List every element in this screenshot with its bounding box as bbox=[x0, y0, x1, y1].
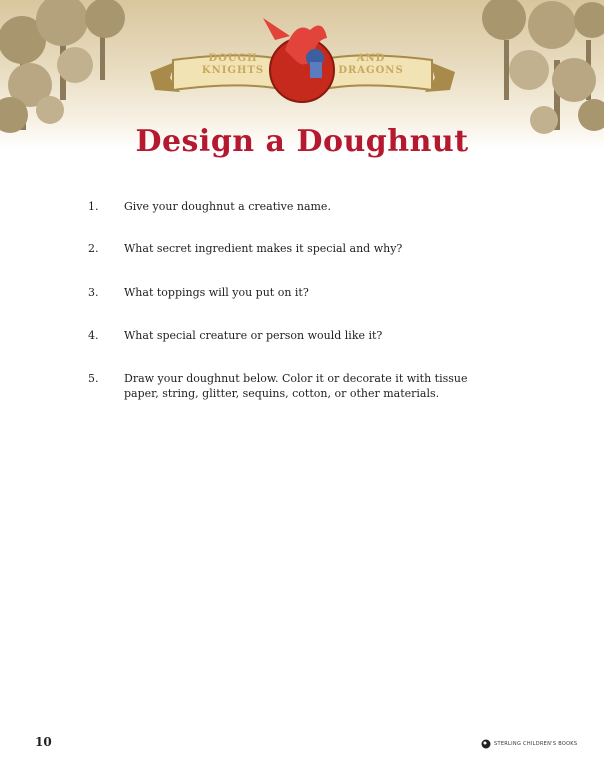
publisher-name: STERLING CHILDREN'S BOOKS bbox=[494, 741, 578, 747]
sterling-logo-icon bbox=[481, 739, 491, 749]
question-number: 2. bbox=[88, 242, 99, 255]
question-text: What secret ingredient makes it special and why? bbox=[124, 242, 403, 255]
question-text: What special creature or person would like it? bbox=[124, 329, 383, 342]
question-text: What toppings will you put on it? bbox=[124, 286, 309, 299]
question-text: Give your doughnut a creative name. bbox=[124, 200, 331, 213]
question-number: 3. bbox=[88, 286, 99, 299]
question-number: 1. bbox=[88, 200, 99, 213]
logo-text-knights: KNIGHTS bbox=[201, 65, 265, 76]
page-number: 10 bbox=[35, 735, 52, 749]
dough-knights-and-dragons-logo bbox=[145, 10, 460, 110]
logo-text-dragons: DRAGONS bbox=[338, 65, 404, 76]
logo-text-dough: DOUGH bbox=[208, 53, 258, 64]
question-text: Draw your doughnut below. Color it or decorate it with tissue paper, string, glitter, sequins, cotton, or other materials. bbox=[124, 372, 468, 400]
question-number: 4. bbox=[88, 329, 99, 342]
page-title: Design a Doughnut bbox=[135, 124, 469, 159]
question-number: 5. bbox=[88, 372, 99, 385]
logo-text-and: AND bbox=[356, 53, 386, 64]
publisher-credit bbox=[481, 738, 577, 750]
